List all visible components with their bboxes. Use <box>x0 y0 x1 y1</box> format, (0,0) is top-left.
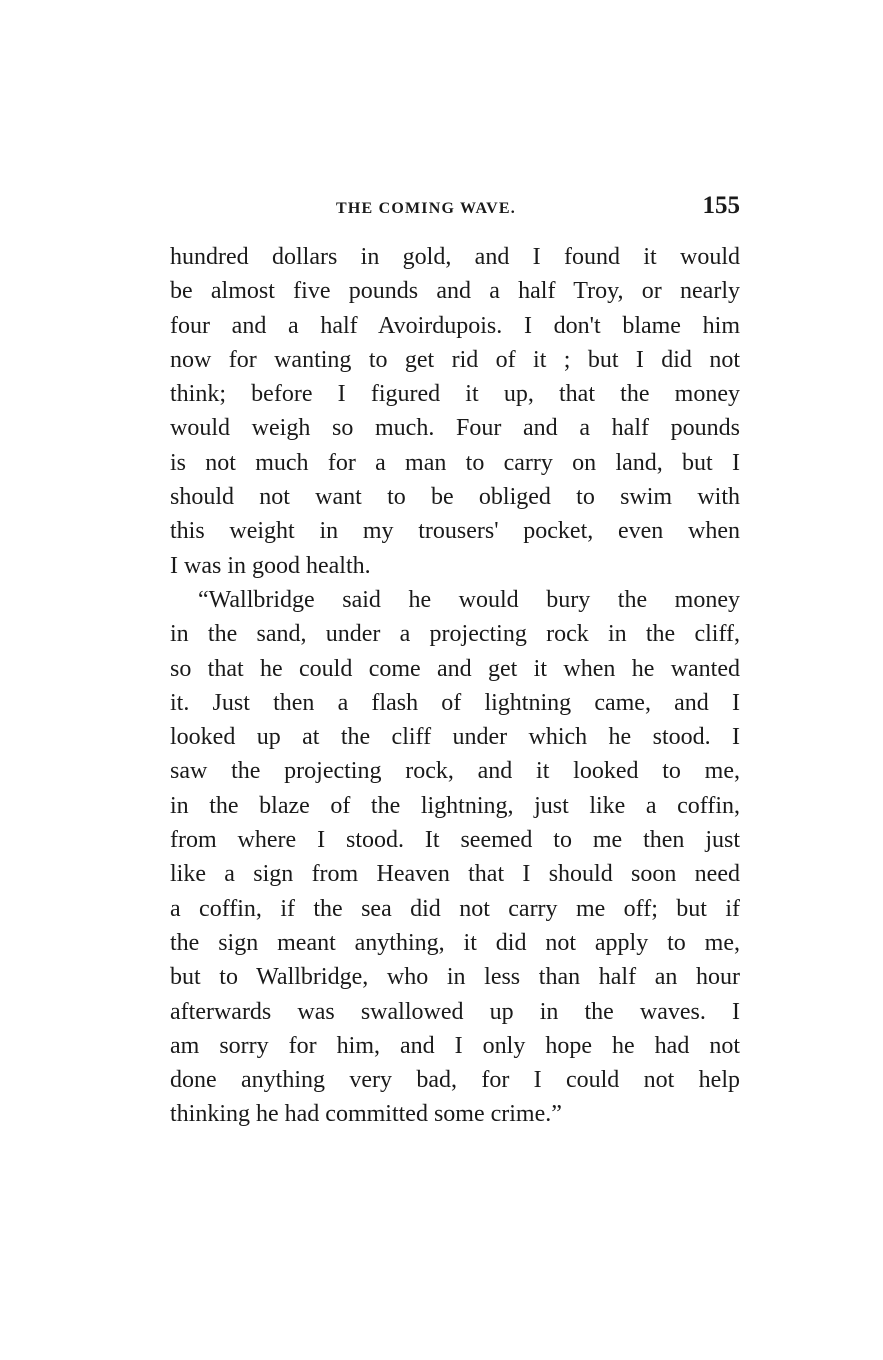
text-line: be almost five pounds and a half Troy, or nearly <box>170 278 740 305</box>
text-line: the sign meant anything, it did not apply to me, <box>170 929 740 956</box>
text-line: think; before I figured it up, that the money <box>170 381 740 408</box>
text-line: saw the projecting rock, and it looked to me, <box>170 758 740 785</box>
text-line: would weigh so much. Four and a half pounds <box>170 415 740 442</box>
text-line: I was in good health. <box>170 552 371 579</box>
body-text <box>170 240 740 1132</box>
text-line: but to Wallbridge, who in less than half an hour <box>170 964 740 991</box>
text-line: is not much for a man to carry on land, but I <box>170 449 740 476</box>
text-line: four and a half Avoirdupois. I don't blame him <box>170 312 740 339</box>
page-header <box>176 192 740 226</box>
text-line: afterwards was swallowed up in the waves. I <box>170 998 740 1025</box>
text-line: so that he could come and get it when he wanted <box>170 655 740 682</box>
text-line: a coffin, if the sea did not carry me off; but if <box>170 895 740 922</box>
text-line: hundred dollars in gold, and I found it would <box>170 244 740 270</box>
text-line: it. Just then a flash of lightning came, and I <box>170 689 740 716</box>
paragraph-1 <box>170 240 740 583</box>
text-line: in the blaze of the lightning, just like a coffin, <box>170 792 740 819</box>
text-line: this weight in my trousers' pocket, even when <box>170 518 740 545</box>
running-head: THE COMING WAVE. <box>336 200 516 217</box>
text-line: in the sand, under a projecting rock in the cliff, <box>170 621 740 648</box>
text-line: “Wallbridge said he would bury the money <box>198 586 740 613</box>
text-line: am sorry for him, and I only hope he had not <box>170 1032 740 1059</box>
text-line: done anything very bad, for I could not help <box>170 1067 740 1094</box>
text-line: now for wanting to get rid of it ; but I did not <box>170 346 740 373</box>
page-number: 155 <box>702 192 740 219</box>
text-line: from where I stood. It seemed to me then just <box>170 827 740 854</box>
paragraph-2 <box>170 583 740 1132</box>
text-line: should not want to be obliged to swim with <box>170 484 740 511</box>
text-line: thinking he had committed some crime.” <box>170 1101 562 1128</box>
text-line: looked up at the cliff under which he stood. I <box>170 724 740 751</box>
text-line: like a sign from Heaven that I should soon need <box>170 861 740 888</box>
